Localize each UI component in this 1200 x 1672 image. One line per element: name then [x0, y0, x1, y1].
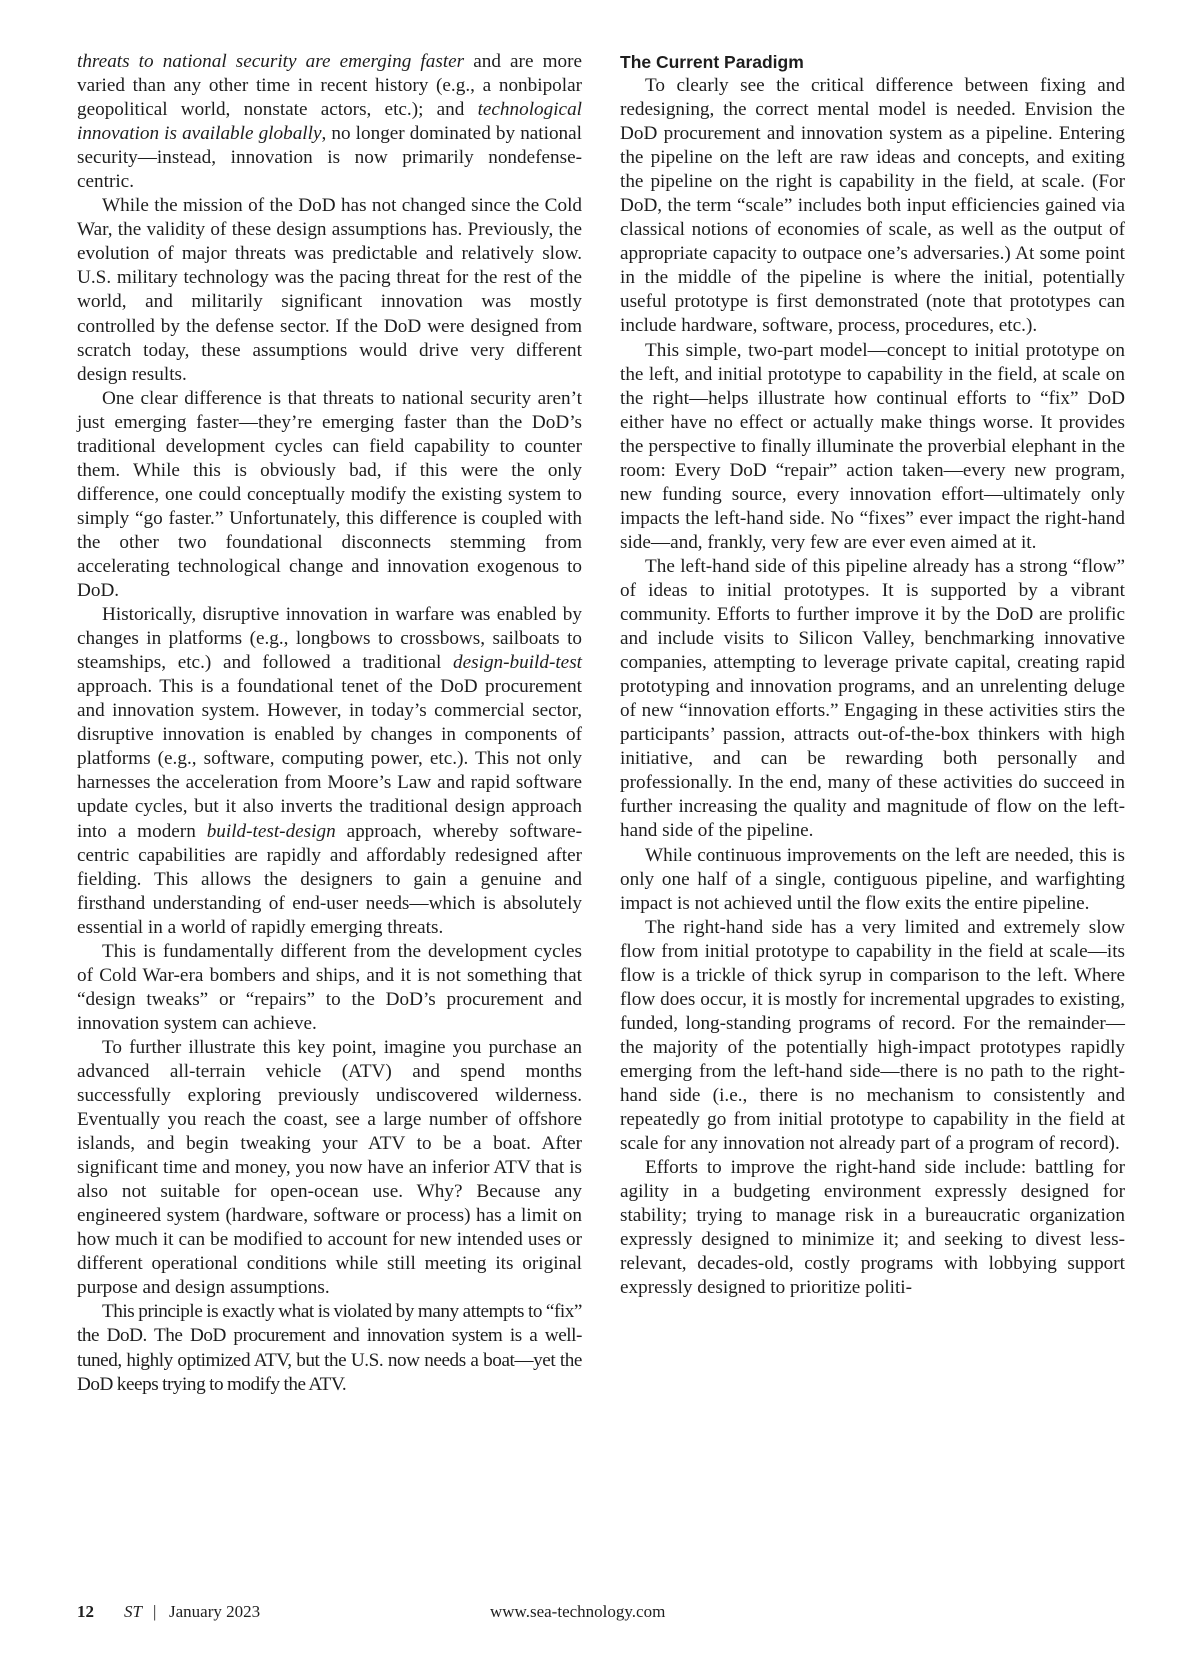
- website-url: www.sea-technology.com: [490, 1602, 666, 1621]
- right-paragraph-3: The left-hand side of this pipeline already has a strong “flow” of ideas to initial prototypes. It is supported by a vibrant community. Efforts to further improve it by the DoD are prolific and include visits to Silicon Valley, benchmarking innovative companies, attempting to leverage private capital, creating rapid prototyping and innovation programs, and an unrelenting deluge of new “innovation efforts.” Engaging in these activities stirs the participants’ passion, attracts out-of-the-box thinkers with high initiative, and can be rewarding both personally and professionally. In the end, many of these activities do succeed in further increasing the quality and magnitude of flow on the left-hand side of the pipeline.: [620, 555, 1125, 842]
- body-text: , no longer dominated by national security—instead, innovation is now primarily nondefense-centric.: [77, 123, 583, 193]
- body-text: Historically, disruptive innovation in warfare was enabled by changes in platforms (e.g., longbows to crossbows, sailboats to steamships, etc.) and followed a traditional: [77, 604, 582, 674]
- footer-separator: |: [153, 1602, 157, 1621]
- right-paragraph-5: The right-hand side has a very limited and extremely slow flow from initial prototype to capability in the field at scale—its flow is a trickle of thick syrup in comparison to the left. Where flow does occur, it is mostly for incremental upgrades to existing, funded, long-standing programs of record. For the remainder—the majority of the potentially high-impact prototypes rapidly emerging from the left-hand side—there is no path to the right-hand side (i.e., there is no mechanism to consistently and repeatedly go from initial prototype to capability in the field at scale for any innovation not already part of a program of record).: [620, 916, 1125, 1155]
- left-paragraph-3: One clear difference is that threats to national security aren’t just emerging faster—they’re emerging faster than the DoD’s traditional development cycles can field capability to counter them. While this is obviously bad, if this were the only difference, one could conceptually modify the existing system to simply “go faster.” Unfortunately, this difference is coupled with the other two foundational disconnects stemming from accelerating technological change and innovation exogenous to DoD.: [77, 387, 582, 602]
- emphasis-text: build-test-design: [206, 820, 336, 842]
- page-number: 12: [77, 1602, 94, 1621]
- body-text: approach. This is a foundational tenet of the DoD procurement and innovation system. However, in today’s commercial sector, disruptive innovation is enabled by changes in components of platforms (e.g., software, computing power, etc.). This not only harnesses the acceleration from Moore’s Law and rapid software update cycles, but it also inverts the traditional design approach into a modern: [77, 676, 582, 842]
- emphasis-text: design-build-test: [453, 652, 582, 674]
- right-paragraph-6: Efforts to improve the right-hand side include: battling for agility in a budgeting environment expressly designed for stability; trying to manage risk in a bureaucratic organization expressly designed to minimize it; and seeking to divest less-relevant, decades-old, costly programs with lobbying support expressly designed to prioritize politi-: [620, 1157, 1125, 1299]
- left-paragraph-5: This is fundamentally different from the development cycles of Cold War-era bombers and ships, and it is not something that “design tweaks” or “repairs” to the DoD’s procurement and innovation system can achieve.: [77, 940, 582, 1034]
- body-text: approach, whereby software-centric capabilities are rapidly and affordably redesigned after fielding. This allows the designers to gain a genuine and firsthand understanding of end-user needs—which is absolutely essential in a world of rapidly emerging threats.: [77, 820, 583, 938]
- emphasis-text: technological innovation is available globally: [77, 99, 582, 145]
- right-paragraph-1: To clearly see the critical difference between fixing and redesigning, the correct mental model is needed. Envision the DoD procurement and innovation system as a pipeline. Entering the pipeline on the left are raw ideas and concepts, and exiting the pipeline on the right is capability in the field, at scale. (For DoD, the term “scale” includes both input efficiencies gained via classical notions of economies of scale, as well as the output of appropriate capacity to outpace one’s adversaries.) At some point in the middle of the pipeline is where the initial, potentially useful prototype is first demonstrated (note that prototypes can include hardware, software, process, procedures, etc.).: [620, 75, 1125, 337]
- emphasis-text: threats to national security are emerging faster: [77, 51, 465, 72]
- magazine-abbreviation: ST: [124, 1602, 142, 1621]
- section-heading: The Current Paradigm: [620, 52, 804, 72]
- left-paragraph-1: [77, 50, 582, 194]
- issue-date: January 2023: [169, 1602, 261, 1621]
- right-column: [620, 50, 1125, 1300]
- left-column: [77, 50, 582, 1397]
- right-paragraph-2: This simple, two-part model—concept to initial prototype on the left, and initial prototype to capability in the field, at scale on the right—helps illustrate how continual efforts to “fix” DoD either have no effect or actually make things worse. It provides the perspective to finally illuminate the proverbial elephant in the room: Every DoD “repair” action taken—every new program, new funding source, every innovation effort—ultimately only impacts the left-hand side. No “fixes” ever impact the right-hand side—and, frankly, very few are ever even aimed at it.: [620, 339, 1125, 553]
- left-paragraph-6: To further illustrate this key point, imagine you purchase an advanced all-terrain vehicle (ATV) and spend months successfully exploring previously undiscovered wilderness. Eventually you reach the coast, see a large number of offshore islands, and begin tweaking your ATV to be a boat. After significant time and money, you now have an inferior ATV that is also not suitable for open-ocean use. Why? Because any engineered system (hardware, software or process) has a limit on how much it can be modified to account for new intended uses or different operational conditions while still meeting its original purpose and design assumptions.: [77, 1036, 582, 1299]
- right-paragraph-4: While continuous improvements on the left are needed, this is only one half of a single, contiguous pipeline, and warfighting impact is not achieved until the flow exits the entire pipeline.: [620, 844, 1125, 914]
- page-footer: [77, 1599, 1137, 1625]
- left-paragraph-2: While the mission of the DoD has not changed since the Cold War, the validity of these design assumptions has. Previously, the evolution of major threats was predictable and relatively slow. U.S. military technology was the pacing threat for the rest of the world, and militarily significant innovation was mostly controlled by the defense sector. If the DoD were designed from scratch today, these assumptions would drive very different design results.: [77, 195, 582, 385]
- left-paragraph-7: This principle is exactly what is violated by many attempts to “fix” the DoD. The DoD procurement and innovation system is a well-tuned, highly optimized ATV, but the U.S. now needs a boat—yet the DoD keeps trying to modify the ATV.: [77, 1301, 582, 1395]
- body-text: and are more varied than any other time in recent history (e.g., a nonbipolar geopolitical world, nonstate actors, etc.); and: [77, 51, 582, 121]
- left-paragraph-4: [77, 603, 582, 940]
